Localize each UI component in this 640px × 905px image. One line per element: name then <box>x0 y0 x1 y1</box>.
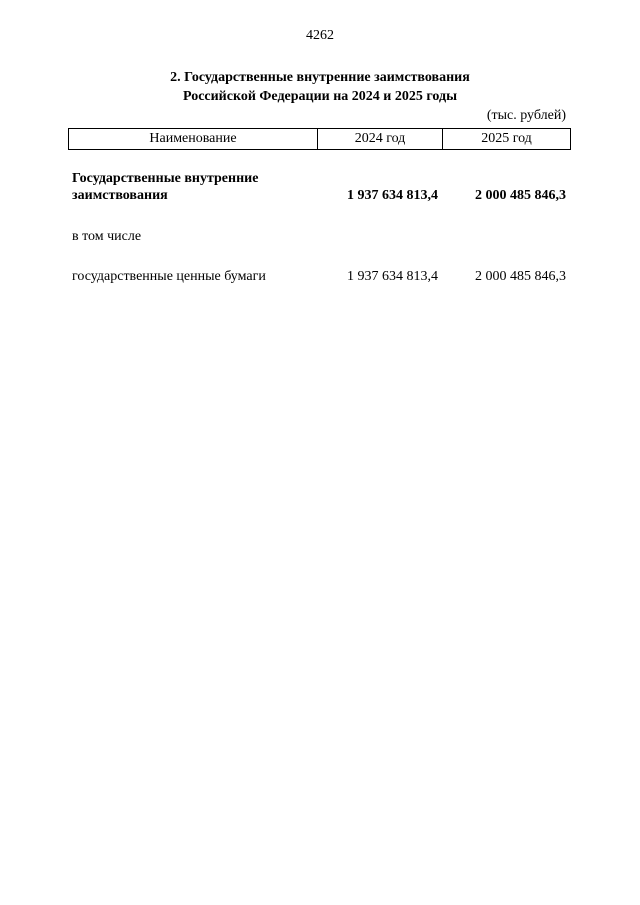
row-value-2025: 2 000 485 846,3 <box>475 269 566 284</box>
table-row-total <box>70 170 568 204</box>
row-name: Государственные внутренние заимствования <box>72 171 259 203</box>
table-row-securities <box>70 268 568 285</box>
section-title <box>0 68 640 106</box>
row-value-2024: 1 937 634 813,4 <box>347 269 438 284</box>
page-number: 4262 <box>306 28 334 43</box>
section-title-line1: 2. Государственные внутренние заимствования <box>170 70 470 85</box>
borrowing-table-header <box>68 128 571 150</box>
column-header-name: Наименование <box>69 129 318 150</box>
row-name: государственные ценные бумаги <box>72 269 266 284</box>
table-row-including <box>70 228 568 245</box>
column-header-2024: 2024 год <box>318 129 443 150</box>
row-name: в том числе <box>72 229 142 244</box>
row-value-2025: 2 000 485 846,3 <box>475 188 566 203</box>
table-header-row <box>69 129 571 150</box>
row-value-2024: 1 937 634 813,4 <box>347 188 438 203</box>
section-title-line2: Российской Федерации на 2024 и 2025 годы <box>182 89 457 104</box>
units-note: (тыс. рублей) <box>486 108 566 123</box>
column-header-2025: 2025 год <box>443 129 571 150</box>
